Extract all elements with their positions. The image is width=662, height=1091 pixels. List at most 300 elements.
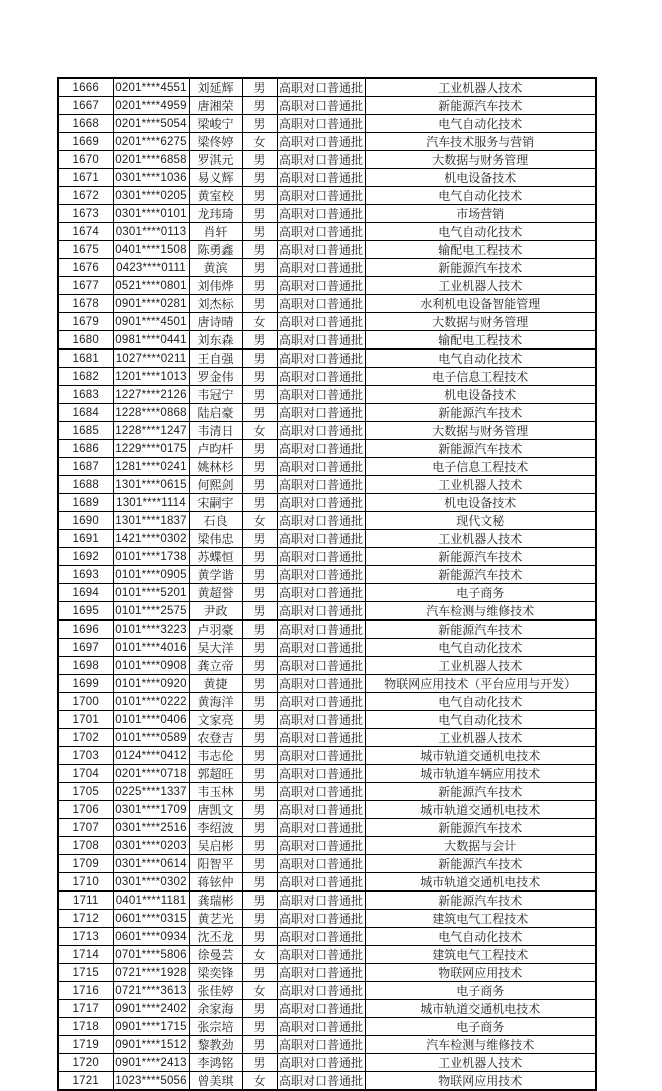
cell-gender: 男 <box>242 1036 277 1054</box>
cell-batch: 高职对口普通批 <box>277 313 365 331</box>
cell-batch: 高职对口普通批 <box>277 404 365 422</box>
cell-gender: 男 <box>242 1054 277 1072</box>
cell-gender: 男 <box>242 964 277 982</box>
cell-candidate-id: 0301****0113 <box>113 223 189 241</box>
table-row <box>58 837 596 855</box>
cell-seq: 1681 <box>58 349 113 368</box>
cell-candidate-id: 0124****0412 <box>113 747 189 765</box>
cell-seq: 1698 <box>58 657 113 675</box>
cell-seq: 1717 <box>58 1000 113 1018</box>
cell-seq: 1716 <box>58 982 113 1000</box>
cell-gender: 男 <box>242 819 277 837</box>
cell-major: 城市轨道交通机电技术 <box>365 801 596 819</box>
table-row <box>58 476 596 494</box>
cell-major: 工业机器人技术 <box>365 476 596 494</box>
cell-gender: 男 <box>242 711 277 729</box>
cell-name: 刘延辉 <box>189 78 242 97</box>
cell-major: 电子商务 <box>365 1018 596 1036</box>
cell-seq: 1688 <box>58 476 113 494</box>
cell-candidate-id: 0901****1512 <box>113 1036 189 1054</box>
cell-major: 建筑电气工程技术 <box>365 946 596 964</box>
cell-seq: 1673 <box>58 205 113 223</box>
cell-name: 唐湘荣 <box>189 97 242 115</box>
cell-seq: 1715 <box>58 964 113 982</box>
cell-seq: 1695 <box>58 602 113 621</box>
cell-batch: 高职对口普通批 <box>277 259 365 277</box>
cell-name: 梁佟婷 <box>189 133 242 151</box>
table-row <box>58 169 596 187</box>
cell-candidate-id: 0201****5054 <box>113 115 189 133</box>
cell-major: 水利机电设备智能管理 <box>365 295 596 313</box>
cell-major: 新能源汽车技术 <box>365 891 596 910</box>
cell-name: 龙玮琦 <box>189 205 242 223</box>
cell-seq: 1699 <box>58 675 113 693</box>
cell-seq: 1720 <box>58 1054 113 1072</box>
cell-major: 大数据与财务管理 <box>365 151 596 169</box>
cell-batch: 高职对口普通批 <box>277 530 365 548</box>
table-row <box>58 801 596 819</box>
cell-batch: 高职对口普通批 <box>277 1054 365 1072</box>
cell-seq: 1686 <box>58 440 113 458</box>
cell-seq: 1682 <box>58 368 113 386</box>
cell-gender: 男 <box>242 910 277 928</box>
cell-batch: 高职对口普通批 <box>277 566 365 584</box>
cell-gender: 男 <box>242 476 277 494</box>
table-row <box>58 675 596 693</box>
table-row <box>58 223 596 241</box>
table-row <box>58 639 596 657</box>
cell-name: 韦清日 <box>189 422 242 440</box>
cell-major: 城市轨道交通机电技术 <box>365 747 596 765</box>
cell-seq: 1719 <box>58 1036 113 1054</box>
cell-major: 电气自动化技术 <box>365 693 596 711</box>
cell-batch: 高职对口普通批 <box>277 512 365 530</box>
cell-gender: 男 <box>242 729 277 747</box>
cell-major: 输配电工程技术 <box>365 241 596 259</box>
cell-candidate-id: 0101****0905 <box>113 566 189 584</box>
cell-name: 石良 <box>189 512 242 530</box>
cell-candidate-id: 0721****1928 <box>113 964 189 982</box>
cell-candidate-id: 0901****1715 <box>113 1018 189 1036</box>
table-row <box>58 404 596 422</box>
cell-name: 黎教劲 <box>189 1036 242 1054</box>
cell-name: 黄学谐 <box>189 566 242 584</box>
cell-candidate-id: 0301****0101 <box>113 205 189 223</box>
cell-major: 电子信息工程技术 <box>365 368 596 386</box>
cell-name: 沈丕龙 <box>189 928 242 946</box>
cell-major: 电气自动化技术 <box>365 115 596 133</box>
cell-gender: 男 <box>242 187 277 205</box>
cell-name: 罗淇元 <box>189 151 242 169</box>
table-row <box>58 331 596 350</box>
cell-name: 梁伟忠 <box>189 530 242 548</box>
table-row <box>58 819 596 837</box>
cell-seq: 1675 <box>58 241 113 259</box>
cell-batch: 高职对口普通批 <box>277 910 365 928</box>
table-row <box>58 440 596 458</box>
cell-major: 电子商务 <box>365 982 596 1000</box>
cell-name: 卢羽豪 <box>189 620 242 639</box>
cell-gender: 男 <box>242 801 277 819</box>
cell-gender: 女 <box>242 982 277 1000</box>
cell-candidate-id: 0901****2413 <box>113 1054 189 1072</box>
cell-seq: 1670 <box>58 151 113 169</box>
cell-batch: 高职对口普通批 <box>277 97 365 115</box>
cell-batch: 高职对口普通批 <box>277 1018 365 1036</box>
cell-candidate-id: 0601****0934 <box>113 928 189 946</box>
cell-gender: 男 <box>242 440 277 458</box>
cell-gender: 男 <box>242 693 277 711</box>
cell-candidate-id: 0201****6275 <box>113 133 189 151</box>
cell-candidate-id: 0401****1508 <box>113 241 189 259</box>
cell-candidate-id: 0701****5806 <box>113 946 189 964</box>
cell-seq: 1703 <box>58 747 113 765</box>
cell-batch: 高职对口普通批 <box>277 765 365 783</box>
cell-major: 城市轨道车辆应用技术 <box>365 765 596 783</box>
cell-name: 尹政 <box>189 602 242 621</box>
cell-gender: 女 <box>242 133 277 151</box>
cell-name: 罗金伟 <box>189 368 242 386</box>
cell-major: 城市轨道交通机电技术 <box>365 873 596 892</box>
cell-gender: 男 <box>242 928 277 946</box>
cell-seq: 1713 <box>58 928 113 946</box>
cell-candidate-id: 0101****5201 <box>113 584 189 602</box>
cell-candidate-id: 0201****0718 <box>113 765 189 783</box>
admission-list-table <box>57 77 597 1091</box>
cell-name: 郭超旺 <box>189 765 242 783</box>
cell-major: 新能源汽车技术 <box>365 404 596 422</box>
cell-candidate-id: 1227****2126 <box>113 386 189 404</box>
cell-name: 宋嗣宇 <box>189 494 242 512</box>
cell-name: 韦冠宁 <box>189 386 242 404</box>
cell-name: 姚林杉 <box>189 458 242 476</box>
table-row <box>58 873 596 892</box>
cell-gender: 男 <box>242 747 277 765</box>
cell-gender: 男 <box>242 620 277 639</box>
cell-batch: 高职对口普通批 <box>277 711 365 729</box>
cell-major: 工业机器人技术 <box>365 277 596 295</box>
cell-gender: 女 <box>242 512 277 530</box>
cell-batch: 高职对口普通批 <box>277 386 365 404</box>
cell-name: 曾美琪 <box>189 1072 242 1091</box>
cell-major: 电气自动化技术 <box>365 639 596 657</box>
cell-major: 建筑电气工程技术 <box>365 910 596 928</box>
cell-batch: 高职对口普通批 <box>277 78 365 97</box>
cell-seq: 1708 <box>58 837 113 855</box>
cell-candidate-id: 1201****1013 <box>113 368 189 386</box>
table-row <box>58 1018 596 1036</box>
cell-name: 徐曼芸 <box>189 946 242 964</box>
table-row <box>58 187 596 205</box>
cell-gender: 男 <box>242 584 277 602</box>
cell-major: 工业机器人技术 <box>365 1054 596 1072</box>
cell-candidate-id: 1027****0211 <box>113 349 189 368</box>
cell-gender: 男 <box>242 765 277 783</box>
cell-name: 刘杰标 <box>189 295 242 313</box>
cell-major: 机电设备技术 <box>365 169 596 187</box>
cell-major: 电气自动化技术 <box>365 223 596 241</box>
cell-candidate-id: 0901****0281 <box>113 295 189 313</box>
cell-gender: 男 <box>242 223 277 241</box>
cell-batch: 高职对口普通批 <box>277 169 365 187</box>
cell-gender: 女 <box>242 313 277 331</box>
cell-gender: 男 <box>242 78 277 97</box>
cell-seq: 1676 <box>58 259 113 277</box>
cell-name: 何熙剑 <box>189 476 242 494</box>
cell-batch: 高职对口普通批 <box>277 801 365 819</box>
table-row <box>58 1072 596 1091</box>
cell-seq: 1712 <box>58 910 113 928</box>
cell-seq: 1689 <box>58 494 113 512</box>
cell-name: 陆启豪 <box>189 404 242 422</box>
cell-major: 工业机器人技术 <box>365 657 596 675</box>
cell-candidate-id: 0901****4501 <box>113 313 189 331</box>
cell-candidate-id: 0721****3613 <box>113 982 189 1000</box>
cell-seq: 1674 <box>58 223 113 241</box>
cell-batch: 高职对口普通批 <box>277 837 365 855</box>
table-row <box>58 97 596 115</box>
cell-seq: 1679 <box>58 313 113 331</box>
cell-batch: 高职对口普通批 <box>277 928 365 946</box>
cell-candidate-id: 1023****5056 <box>113 1072 189 1091</box>
cell-name: 肖轩 <box>189 223 242 241</box>
cell-major: 新能源汽车技术 <box>365 855 596 873</box>
table-row <box>58 783 596 801</box>
cell-candidate-id: 0101****0908 <box>113 657 189 675</box>
cell-seq: 1692 <box>58 548 113 566</box>
admission-table-body <box>58 78 596 1090</box>
cell-candidate-id: 0521****0801 <box>113 277 189 295</box>
cell-batch: 高职对口普通批 <box>277 783 365 801</box>
cell-seq: 1710 <box>58 873 113 892</box>
table-row <box>58 422 596 440</box>
cell-candidate-id: 1228****0868 <box>113 404 189 422</box>
cell-gender: 男 <box>242 458 277 476</box>
table-row <box>58 946 596 964</box>
cell-major: 汽车检测与维修技术 <box>365 1036 596 1054</box>
cell-batch: 高职对口普通批 <box>277 1000 365 1018</box>
cell-name: 韦玉林 <box>189 783 242 801</box>
cell-candidate-id: 0301****1036 <box>113 169 189 187</box>
cell-gender: 男 <box>242 259 277 277</box>
cell-seq: 1683 <box>58 386 113 404</box>
cell-name: 龚瑞彬 <box>189 891 242 910</box>
cell-major: 电子商务 <box>365 584 596 602</box>
cell-candidate-id: 0301****1709 <box>113 801 189 819</box>
table-row <box>58 584 596 602</box>
table-row <box>58 277 596 295</box>
cell-major: 新能源汽车技术 <box>365 440 596 458</box>
cell-gender: 男 <box>242 205 277 223</box>
cell-name: 唐诗晴 <box>189 313 242 331</box>
table-row <box>58 313 596 331</box>
cell-batch: 高职对口普通批 <box>277 151 365 169</box>
cell-candidate-id: 0101****4016 <box>113 639 189 657</box>
table-row <box>58 368 596 386</box>
cell-seq: 1709 <box>58 855 113 873</box>
cell-seq: 1672 <box>58 187 113 205</box>
cell-candidate-id: 1421****0302 <box>113 530 189 548</box>
cell-gender: 男 <box>242 277 277 295</box>
cell-batch: 高职对口普通批 <box>277 873 365 892</box>
cell-seq: 1666 <box>58 78 113 97</box>
table-row <box>58 855 596 873</box>
cell-batch: 高职对口普通批 <box>277 331 365 350</box>
cell-candidate-id: 0225****1337 <box>113 783 189 801</box>
cell-batch: 高职对口普通批 <box>277 223 365 241</box>
cell-major: 大数据与会计 <box>365 837 596 855</box>
table-row <box>58 765 596 783</box>
cell-gender: 男 <box>242 241 277 259</box>
cell-major: 物联网应用技术 <box>365 964 596 982</box>
cell-batch: 高职对口普通批 <box>277 620 365 639</box>
cell-batch: 高职对口普通批 <box>277 205 365 223</box>
cell-gender: 男 <box>242 97 277 115</box>
cell-batch: 高职对口普通批 <box>277 241 365 259</box>
cell-gender: 男 <box>242 404 277 422</box>
cell-seq: 1678 <box>58 295 113 313</box>
cell-batch: 高职对口普通批 <box>277 657 365 675</box>
cell-name: 张佳婷 <box>189 982 242 1000</box>
cell-candidate-id: 0301****0302 <box>113 873 189 892</box>
table-row <box>58 729 596 747</box>
cell-major: 工业机器人技术 <box>365 729 596 747</box>
cell-candidate-id: 1301****1837 <box>113 512 189 530</box>
cell-major: 电气自动化技术 <box>365 349 596 368</box>
table-row <box>58 747 596 765</box>
table-row <box>58 530 596 548</box>
cell-major: 新能源汽车技术 <box>365 97 596 115</box>
cell-major: 汽车检测与维修技术 <box>365 602 596 621</box>
cell-name: 刘东森 <box>189 331 242 350</box>
table-row <box>58 494 596 512</box>
cell-candidate-id: 1301****0615 <box>113 476 189 494</box>
cell-gender: 女 <box>242 1072 277 1091</box>
cell-candidate-id: 0601****0315 <box>113 910 189 928</box>
cell-name: 黄捷 <box>189 675 242 693</box>
cell-gender: 男 <box>242 602 277 621</box>
table-row <box>58 386 596 404</box>
cell-major: 新能源汽车技术 <box>365 620 596 639</box>
table-row <box>58 711 596 729</box>
cell-batch: 高职对口普通批 <box>277 494 365 512</box>
cell-gender: 男 <box>242 675 277 693</box>
cell-batch: 高职对口普通批 <box>277 675 365 693</box>
cell-batch: 高职对口普通批 <box>277 187 365 205</box>
cell-seq: 1691 <box>58 530 113 548</box>
cell-major: 机电设备技术 <box>365 494 596 512</box>
table-row <box>58 657 596 675</box>
cell-seq: 1700 <box>58 693 113 711</box>
cell-seq: 1693 <box>58 566 113 584</box>
cell-candidate-id: 0201****6858 <box>113 151 189 169</box>
cell-batch: 高职对口普通批 <box>277 584 365 602</box>
cell-candidate-id: 0981****0441 <box>113 331 189 350</box>
table-row <box>58 458 596 476</box>
cell-seq: 1718 <box>58 1018 113 1036</box>
cell-batch: 高职对口普通批 <box>277 133 365 151</box>
table-row <box>58 133 596 151</box>
cell-name: 梁峻宁 <box>189 115 242 133</box>
cell-batch: 高职对口普通批 <box>277 422 365 440</box>
cell-batch: 高职对口普通批 <box>277 729 365 747</box>
cell-seq: 1684 <box>58 404 113 422</box>
cell-name: 黄超誉 <box>189 584 242 602</box>
cell-major: 机电设备技术 <box>365 386 596 404</box>
cell-batch: 高职对口普通批 <box>277 1036 365 1054</box>
table-row <box>58 602 596 621</box>
table-row <box>58 1036 596 1054</box>
cell-seq: 1680 <box>58 331 113 350</box>
cell-major: 电气自动化技术 <box>365 711 596 729</box>
cell-batch: 高职对口普通批 <box>277 747 365 765</box>
cell-gender: 女 <box>242 422 277 440</box>
cell-seq: 1677 <box>58 277 113 295</box>
cell-gender: 男 <box>242 295 277 313</box>
cell-batch: 高职对口普通批 <box>277 819 365 837</box>
cell-gender: 男 <box>242 169 277 187</box>
cell-candidate-id: 1229****0175 <box>113 440 189 458</box>
cell-major: 汽车技术服务与营销 <box>365 133 596 151</box>
cell-name: 张宗培 <box>189 1018 242 1036</box>
cell-candidate-id: 0201****4551 <box>113 78 189 97</box>
cell-gender: 男 <box>242 331 277 350</box>
cell-name: 阳智平 <box>189 855 242 873</box>
table-row <box>58 512 596 530</box>
table-row <box>58 241 596 259</box>
table-row <box>58 620 596 639</box>
cell-candidate-id: 0201****4959 <box>113 97 189 115</box>
cell-candidate-id: 0901****2402 <box>113 1000 189 1018</box>
cell-name: 梁奕锋 <box>189 964 242 982</box>
cell-candidate-id: 1281****0241 <box>113 458 189 476</box>
cell-seq: 1696 <box>58 620 113 639</box>
cell-candidate-id: 0101****1738 <box>113 548 189 566</box>
cell-name: 刘伟烨 <box>189 277 242 295</box>
cell-seq: 1714 <box>58 946 113 964</box>
cell-gender: 男 <box>242 891 277 910</box>
cell-major: 物联网应用技术（平台应用与开发） <box>365 675 596 693</box>
cell-major: 物联网应用技术 <box>365 1072 596 1091</box>
table-row <box>58 349 596 368</box>
cell-batch: 高职对口普通批 <box>277 964 365 982</box>
cell-seq: 1671 <box>58 169 113 187</box>
cell-batch: 高职对口普通批 <box>277 476 365 494</box>
cell-batch: 高职对口普通批 <box>277 855 365 873</box>
cell-gender: 男 <box>242 855 277 873</box>
cell-candidate-id: 1228****1247 <box>113 422 189 440</box>
cell-seq: 1704 <box>58 765 113 783</box>
cell-candidate-id: 0101****0920 <box>113 675 189 693</box>
cell-seq: 1721 <box>58 1072 113 1091</box>
cell-major: 电气自动化技术 <box>365 928 596 946</box>
cell-seq: 1711 <box>58 891 113 910</box>
cell-candidate-id: 0301****2516 <box>113 819 189 837</box>
cell-seq: 1694 <box>58 584 113 602</box>
table-row <box>58 982 596 1000</box>
cell-name: 龚立帝 <box>189 657 242 675</box>
table-row <box>58 566 596 584</box>
cell-major: 电气自动化技术 <box>365 187 596 205</box>
cell-seq: 1702 <box>58 729 113 747</box>
table-row <box>58 295 596 313</box>
cell-seq: 1697 <box>58 639 113 657</box>
cell-name: 黄室校 <box>189 187 242 205</box>
table-row <box>58 259 596 277</box>
cell-gender: 男 <box>242 1000 277 1018</box>
cell-name: 苏蝶恒 <box>189 548 242 566</box>
cell-name: 蒋铉仲 <box>189 873 242 892</box>
